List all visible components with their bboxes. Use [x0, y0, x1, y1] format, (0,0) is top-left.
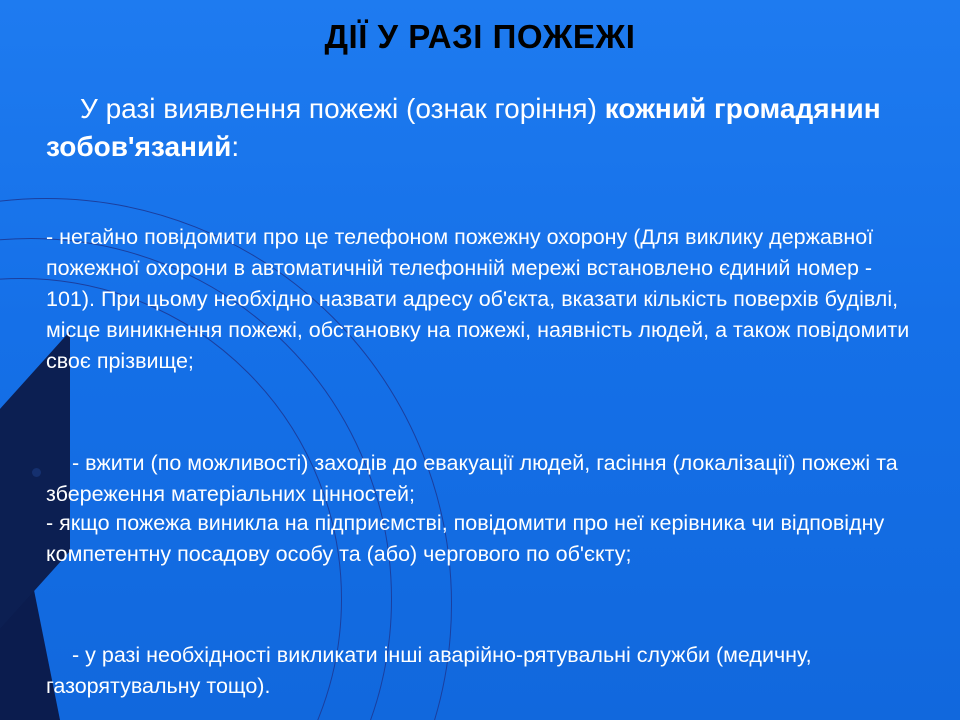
lead-paragraph: [46, 90, 918, 166]
paragraph-other-services: - у разі необхідності викликати інші аварійно-рятувальні служби (медичну, газорятувальну тощо).: [46, 643, 812, 698]
lead-text-end: :: [231, 130, 240, 162]
paragraph-evacuation-measures: - вжити (по можливості) заходів до евакуації людей, гасіння (локалізації) пожежі та збереження матеріальних цінностей;: [46, 451, 898, 506]
bullet-point-icon: [32, 468, 41, 477]
paragraph-notify-fire-service: - негайно повідомити про це телефоном пожежну охорону (Для виклику державної пожежної охорони в автоматичній телефонній мережі встановлено єдиний номер - 101). При цьому необхідно назвати адресу об'єкта, вказати кількість поверхів будівлі, місце виникнення пожежі, обстановку на пожежі, наявність людей, а також повідомити своє прізвище;: [46, 225, 910, 373]
lead-text-start: У разі виявлення пожежі (ознак горіння): [80, 93, 605, 124]
slide-title: ДІЇ У РАЗІ ПОЖЕЖІ: [324, 18, 636, 55]
lead-text-emphasis: кожний громадянин зобов'язаний: [46, 93, 881, 162]
paragraph-notify-management: - якщо пожежа виникла на підприємстві, повідомити про неї керівника чи відповідну компетентну посадову особу та (або) чергового по об'єкту;: [46, 511, 885, 566]
